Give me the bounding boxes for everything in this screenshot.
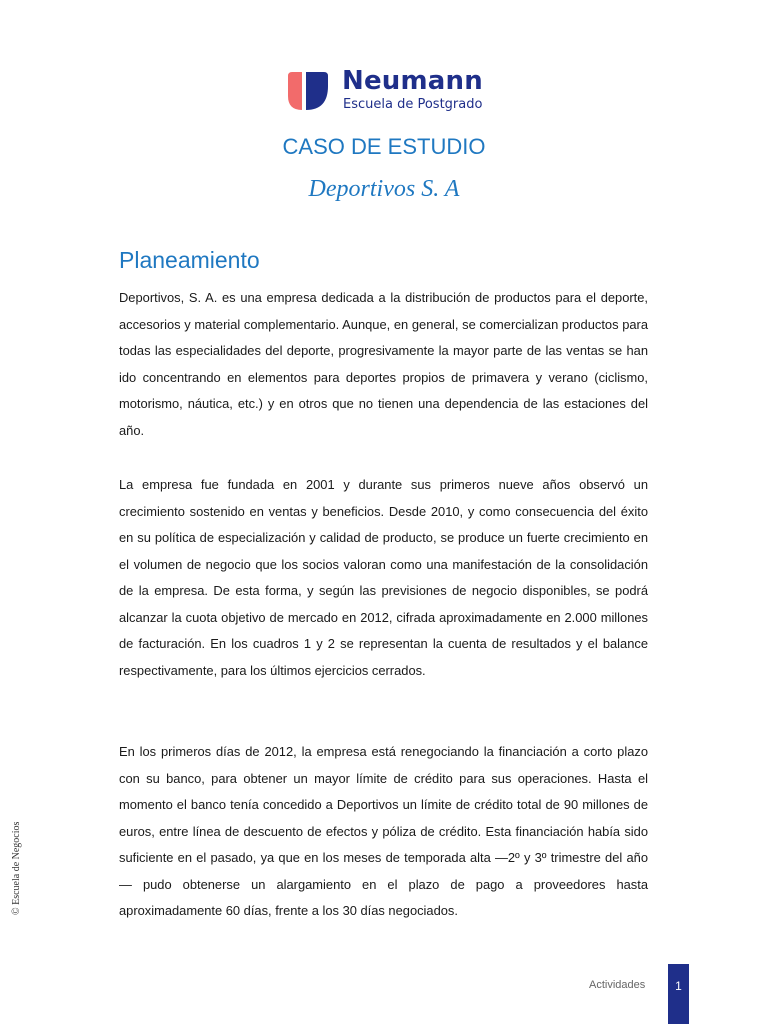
page-number-tab: [668, 964, 689, 1024]
paragraph-3: En los primeros días de 2012, la empresa está renegociando la financiación a corto plazo con su banco, para obtener un mayor límite de crédito para sus operaciones. Hasta el momento el banco tenía concedido a Deportivos un límite de crédito total de 90 millones de euros, entre línea de descuento de efectos y póliza de crédito. Esta financiación había sido suficiente en el pasado, ya que en los meses de temporada alta —2º y 3º trimestre del año— pudo obtenerse un alargamiento en el plazo de pago a proveedores hasta aproximadamente 60 días, frente a los 30 días negociados.: [119, 744, 648, 918]
section-title: Planeamiento: [119, 247, 260, 273]
document-subtitle: Deportivos S. A: [308, 176, 460, 202]
paragraph-1: Deportivos, S. A. es una empresa dedicada a la distribución de productos para el deporte, accesorios y material complementario. Aunque, en general, se comercializan productos para todas las especialidades del deporte, progresivamente la mayor parte de las ventas se han ido concentrando en elementos para deportes propios de primavera y verano (ciclismo, motorismo, náutica, etc.) y en otros que no tienen una dependencia de las estaciones del año.: [119, 290, 648, 438]
logo-subtitle: Escuela de Postgrado: [343, 97, 483, 112]
footer-label: Actividades: [589, 979, 646, 991]
page-number: 1: [675, 979, 682, 993]
copyright-side-note: © Escuela de Negocios: [11, 821, 22, 915]
logo-name: Neumann: [342, 66, 483, 96]
paragraph-2: La empresa fue fundada en 2001 y durante sus primeros nueve años observó un crecimiento sostenido en ventas y beneficios. Desde 2010, y como consecuencia del éxito en su política de especialización y calidad de producto, se produce un fuerte crecimiento en el volumen de negocio que los socios valoran como una manifestación de la consolidación de la empresa. De esta forma, y según las previsiones de negocio disponibles, se podrá alcanzar la cuota objetivo de mercado en 2012, cifrada aproximadamente en 2.000 millones de facturación. En los cuadros 1 y 2 se representan la cuenta de resultados y el balance respectivamente, para los últimos ejercicios cerrados.: [119, 477, 648, 678]
document-title: CASO DE ESTUDIO: [282, 134, 486, 159]
neumann-logo-icon: [284, 70, 330, 112]
